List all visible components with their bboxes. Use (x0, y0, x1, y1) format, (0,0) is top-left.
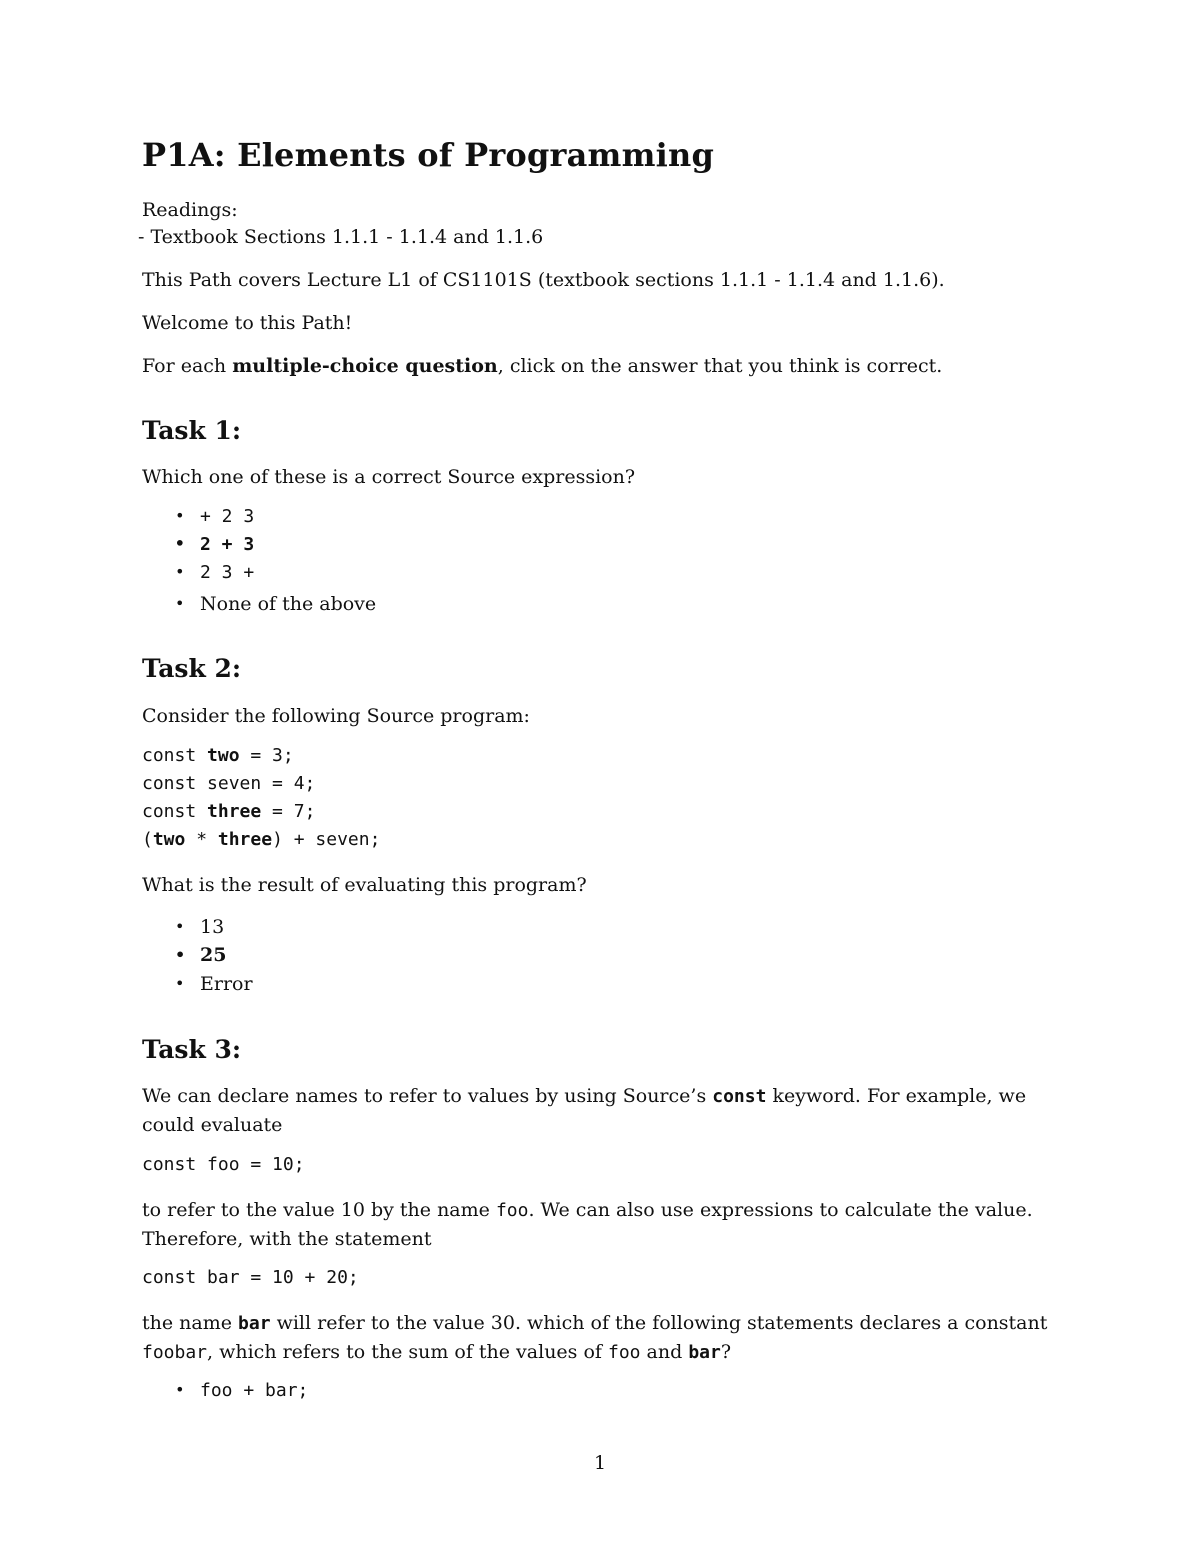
task3-paragraph-1: We can declare names to refer to values by using Source’s const keyword. For example, we could evaluate (142, 1085, 1027, 1136)
task1-option[interactable]: • 2 3 + (142, 562, 254, 583)
task1-option[interactable]: • None of the above (142, 590, 376, 618)
instructions-pre: For each (142, 355, 233, 377)
instructions-text (142, 352, 942, 380)
task3-paragraph-3: the name bar will refer to the value 30. which of the following statements declares a constant foobar, which refers to the sum of the values of foo and bar? (142, 1312, 1048, 1363)
readings-item: - Textbook Sections 1.1.1 - 1.1.4 and 1.1.6 (138, 226, 544, 248)
task2-heading: Task 2: (142, 654, 242, 683)
task2-option[interactable]: • Error (142, 970, 253, 998)
task1-question: Which one of these is a correct Source expression? (142, 466, 636, 488)
instructions-post: , click on the answer that you think is correct. (497, 355, 943, 377)
task3-option[interactable]: • foo + bar; (142, 1380, 308, 1401)
task2-question: What is the result of evaluating this program? (142, 874, 587, 896)
task2-option-correct[interactable]: • 25 (142, 941, 226, 969)
task2-intro: Consider the following Source program: (142, 705, 530, 727)
task3-heading: Task 3: (142, 1035, 242, 1064)
code-line: (two * three) + seven; (142, 829, 381, 850)
covers-text: This Path covers Lecture L1 of CS1101S (textbook sections 1.1.1 - 1.1.4 and 1.1.6). (142, 269, 945, 291)
page-title: P1A: Elements of Programming (142, 136, 715, 174)
readings-label: Readings: (142, 199, 238, 221)
code-line: const seven = 4; (142, 773, 316, 794)
code-example-1: const foo = 10; (142, 1154, 305, 1175)
task1-heading: Task 1: (142, 416, 242, 445)
page-number: 1 (593, 1452, 607, 1474)
instructions-bold: multiple-choice question (232, 355, 498, 377)
task2-option[interactable]: • 13 (142, 913, 224, 941)
task1-option[interactable]: • + 2 3 (142, 506, 254, 527)
code-line: const two = 3; (142, 745, 294, 766)
code-example-2: const bar = 10 + 20; (142, 1267, 359, 1288)
code-line: const three = 7; (142, 801, 316, 822)
task3-paragraph-2: to refer to the value 10 by the name foo. We can also use expressions to calculate the value. Therefore, with the statement (142, 1199, 1033, 1250)
task1-option-correct[interactable]: • 2 + 3 (142, 534, 254, 555)
welcome-text: Welcome to this Path! (142, 312, 353, 334)
